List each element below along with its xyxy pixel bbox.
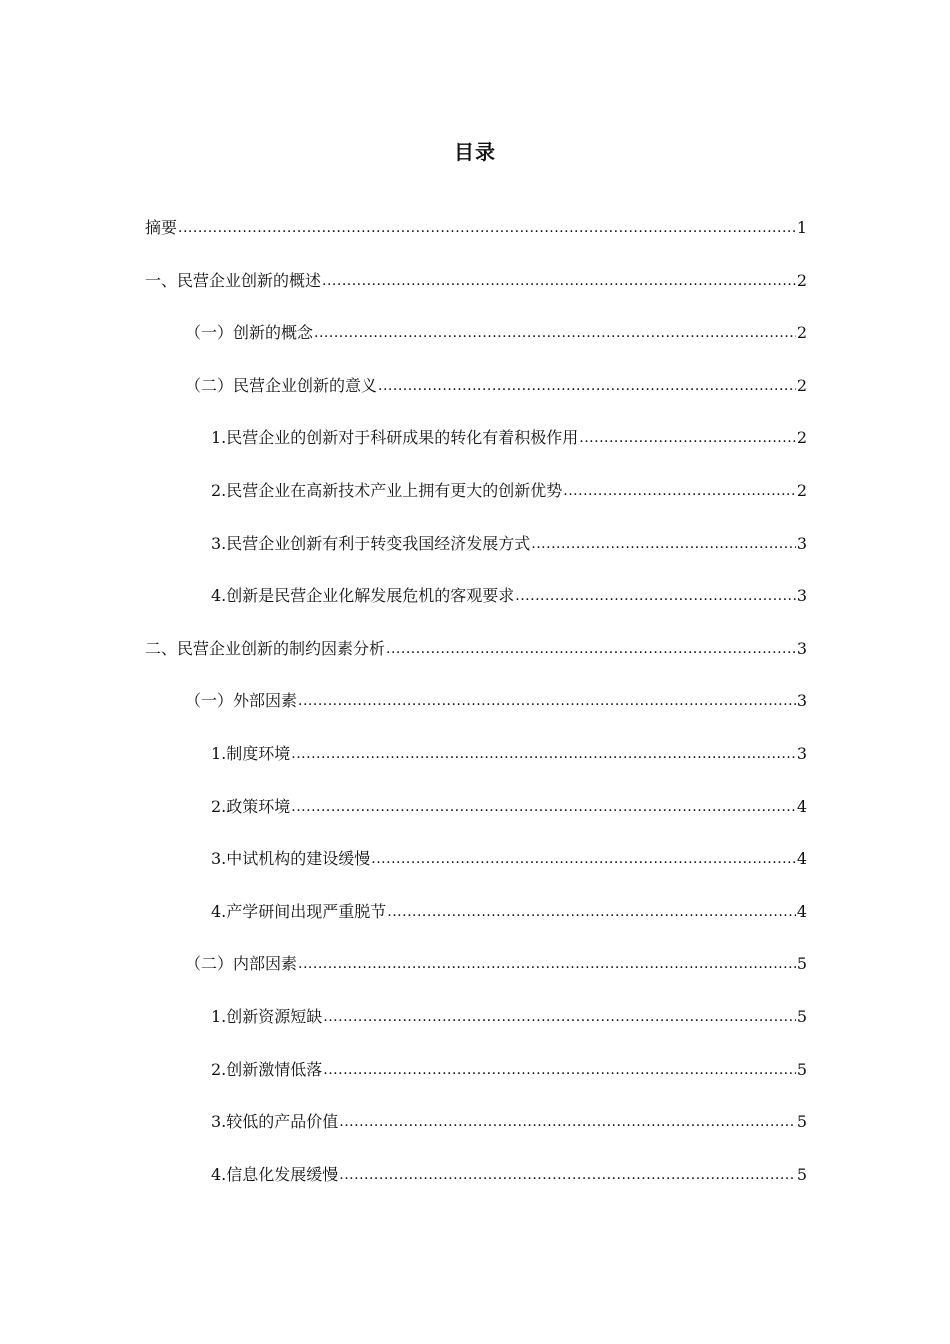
toc-entry-text: 一、民营企业创新的概述 <box>145 270 322 290</box>
toc-dot-leader <box>291 790 796 823</box>
toc-dot-leader <box>515 579 796 612</box>
toc-entry[interactable] <box>145 1001 807 1054</box>
toc-entry[interactable] <box>145 475 807 528</box>
toc-dot-leader <box>563 474 796 507</box>
toc-dot-leader <box>387 895 796 928</box>
toc-dot-leader <box>386 632 796 665</box>
toc-entry[interactable] <box>145 738 807 791</box>
toc-entry-page-number: 3 <box>796 638 807 658</box>
toc-entry[interactable] <box>145 265 807 318</box>
toc-title: 目录 <box>454 140 496 164</box>
toc-entry-text: （一）外部因素 <box>185 691 298 711</box>
toc-entry-text: 摘要 <box>145 218 178 237</box>
toc-dot-leader <box>339 1158 796 1191</box>
toc-entry-text: 二、民营企业创新的制约因素分析 <box>145 638 386 658</box>
toc-dot-leader <box>339 1105 796 1138</box>
toc-entry-page-number: 2 <box>796 375 807 395</box>
toc-dot-leader <box>298 947 796 980</box>
toc-entry-text: 4.产学研间出现严重脱节 <box>211 901 387 921</box>
toc-entry-text: 2.创新激情低落 <box>211 1059 323 1079</box>
toc-entry-page-number: 5 <box>796 954 807 974</box>
toc-entry-page-number: 4 <box>796 849 807 869</box>
toc-entry[interactable] <box>145 370 807 423</box>
toc-entry-page-number: 2 <box>796 428 807 448</box>
toc-entry-text: 1.创新资源短缺 <box>211 1006 323 1026</box>
toc-entry[interactable] <box>145 1054 807 1107</box>
toc-dot-leader <box>178 211 796 244</box>
toc-entry-page-number: 5 <box>796 1006 807 1026</box>
toc-entry[interactable] <box>145 685 807 738</box>
toc-entry-page-number: 4 <box>796 901 807 921</box>
toc-entry-text: 1.民营企业的创新对于科研成果的转化有着积极作用 <box>211 428 579 448</box>
toc-entry-text: 2.政策环境 <box>211 796 291 816</box>
toc-entry[interactable] <box>145 843 807 896</box>
toc-dot-leader <box>531 527 796 560</box>
toc-entry-page-number: 3 <box>796 691 807 711</box>
toc-entry[interactable] <box>145 633 807 686</box>
toc-list <box>145 212 807 1211</box>
toc-dot-leader <box>323 1000 796 1033</box>
toc-entry-page-number: 5 <box>796 1059 807 1079</box>
toc-entry-page-number: 4 <box>796 796 807 816</box>
toc-entry[interactable] <box>145 212 807 265</box>
toc-dot-leader <box>378 369 796 402</box>
toc-entry-text: 2.民营企业在高新技术产业上拥有更大的创新优势 <box>211 480 563 500</box>
toc-dot-leader <box>291 737 796 770</box>
toc-entry-page-number: 3 <box>796 533 807 553</box>
toc-dot-leader <box>314 316 796 349</box>
toc-entry[interactable] <box>145 896 807 949</box>
toc-entry-page-number: 1 <box>796 218 807 237</box>
toc-entry-page-number: 3 <box>796 586 807 606</box>
toc-entry[interactable] <box>145 1106 807 1159</box>
toc-entry[interactable] <box>145 422 807 475</box>
toc-entry[interactable] <box>145 948 807 1001</box>
toc-entry-text: （二）内部因素 <box>185 954 298 974</box>
toc-entry-page-number: 2 <box>796 323 807 343</box>
toc-dot-leader <box>371 842 796 875</box>
toc-entry-text: 1.制度环境 <box>211 743 291 763</box>
toc-entry-text: 3.民营企业创新有利于转变我国经济发展方式 <box>211 533 531 553</box>
toc-entry[interactable] <box>145 317 807 370</box>
toc-entry-page-number: 5 <box>796 1164 807 1184</box>
toc-dot-leader <box>323 1053 796 1086</box>
toc-entry-text: 3.较低的产品价值 <box>211 1112 339 1132</box>
toc-entry[interactable] <box>145 580 807 633</box>
toc-entry-page-number: 2 <box>796 480 807 500</box>
toc-dot-leader <box>579 421 796 454</box>
toc-entry[interactable] <box>145 528 807 581</box>
toc-entry-text: （一）创新的概念 <box>185 323 314 343</box>
toc-dot-leader <box>322 264 796 297</box>
toc-dot-leader <box>298 684 796 717</box>
toc-entry[interactable] <box>145 1159 807 1212</box>
toc-entry-page-number: 5 <box>796 1112 807 1132</box>
toc-entry-page-number: 3 <box>796 743 807 763</box>
toc-entry-text: 4.信息化发展缓慢 <box>211 1164 339 1184</box>
toc-entry-text: 3.中试机构的建设缓慢 <box>211 849 371 869</box>
toc-entry-text: （二）民营企业创新的意义 <box>185 375 378 395</box>
toc-entry[interactable] <box>145 791 807 844</box>
toc-entry-page-number: 2 <box>796 270 807 290</box>
toc-entry-text: 4.创新是民营企业化解发展危机的客观要求 <box>211 586 515 606</box>
